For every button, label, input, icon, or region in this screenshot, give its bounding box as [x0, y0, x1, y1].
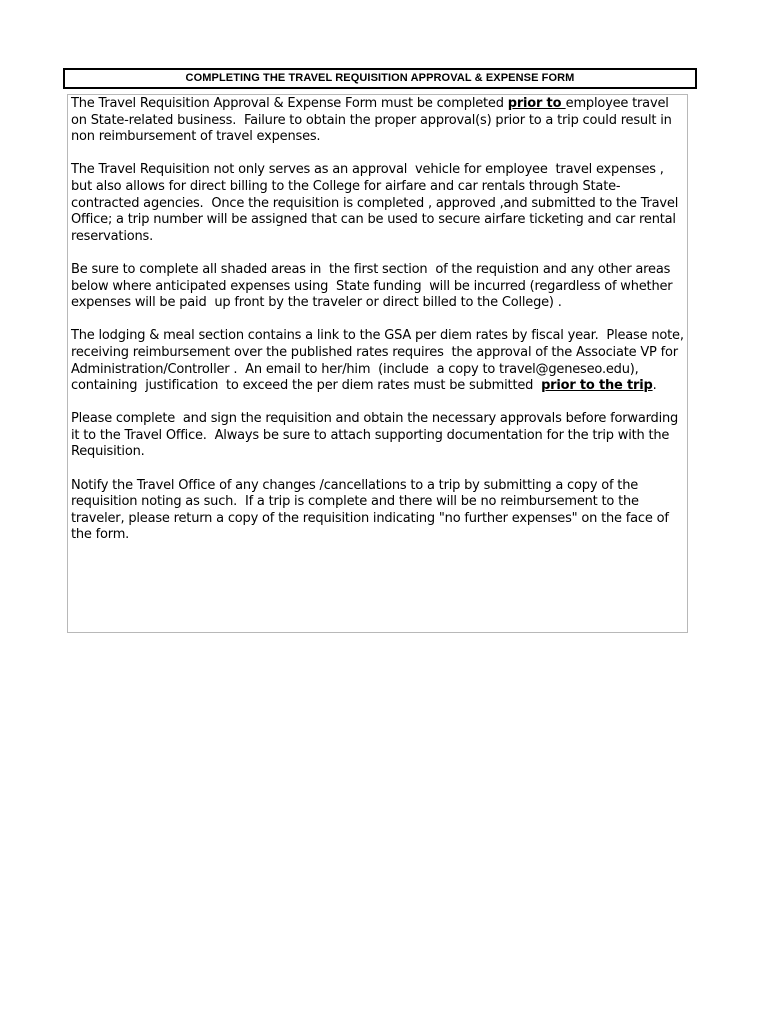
paragraph-text: The Travel Requisition Approval & Expense Form must be completed	[71, 96, 508, 111]
paragraph-notify-changes: Notify the Travel Office of any changes /cancellations to a trip by submitting a copy of the requisition noting as such. If a trip is complete and there will be no reimbursement to the traveler, please return a copy of the requisition indicating "no further expenses" on the face of the form.	[71, 477, 673, 543]
form-title: COMPLETING THE TRAVEL REQUISITION APPROVAL & EXPENSE FORM	[185, 72, 575, 84]
paragraph-shaded-areas: Be sure to complete all shaded areas in the first section of the requistion and any other areas below where anticipated expenses using State funding will be incurred (regardless of whether expenses will be paid up front by the traveler or direct billed to the College) .	[71, 261, 677, 311]
emphasis-prior-to: prior to	[507, 96, 566, 111]
paragraph-complete-and-sign: Please complete and sign the requisition and obtain the necessary approvals before forwarding it to the Travel Office. Always be sure to attach supporting documentation for the trip with the Requisition.	[71, 411, 686, 460]
paragraph-text: employee travel on State-related business. Failure to obtain the proper approval(s) prior to a trip could result in non reimbursement of travel expenses.	[71, 96, 676, 145]
emphasis-prior-to-the-trip: prior to the trip	[541, 378, 653, 394]
form-title-box	[63, 68, 697, 89]
paragraph-text: The lodging & meal section contains a link to the GSA per diem rates by fiscal year. Please note, receiving reimbursement over the published rates requires the approval of the Associate VP for Administration/Controller . An email to her/him (include a copy to travel@geneseo.edu), containing justification to exceed the per diem rates must be submitted	[71, 328, 688, 394]
instructions-box	[67, 94, 688, 633]
paragraph-approval-requirement	[71, 96, 685, 146]
paragraph-per-diem	[71, 328, 688, 394]
paragraph-requisition-purpose: The Travel Requisition not only serves as an approval vehicle for employee travel expenses , but also allows for direct billing to the College for airfare and car rentals through State-contracted agencies. Once the requisition is completed , approved ,and submitted to the Travel Office; a trip number will be assigned that can be used to secure airfare ticketing and car rental reservations.	[71, 162, 683, 244]
paragraph-text: .	[652, 378, 657, 394]
